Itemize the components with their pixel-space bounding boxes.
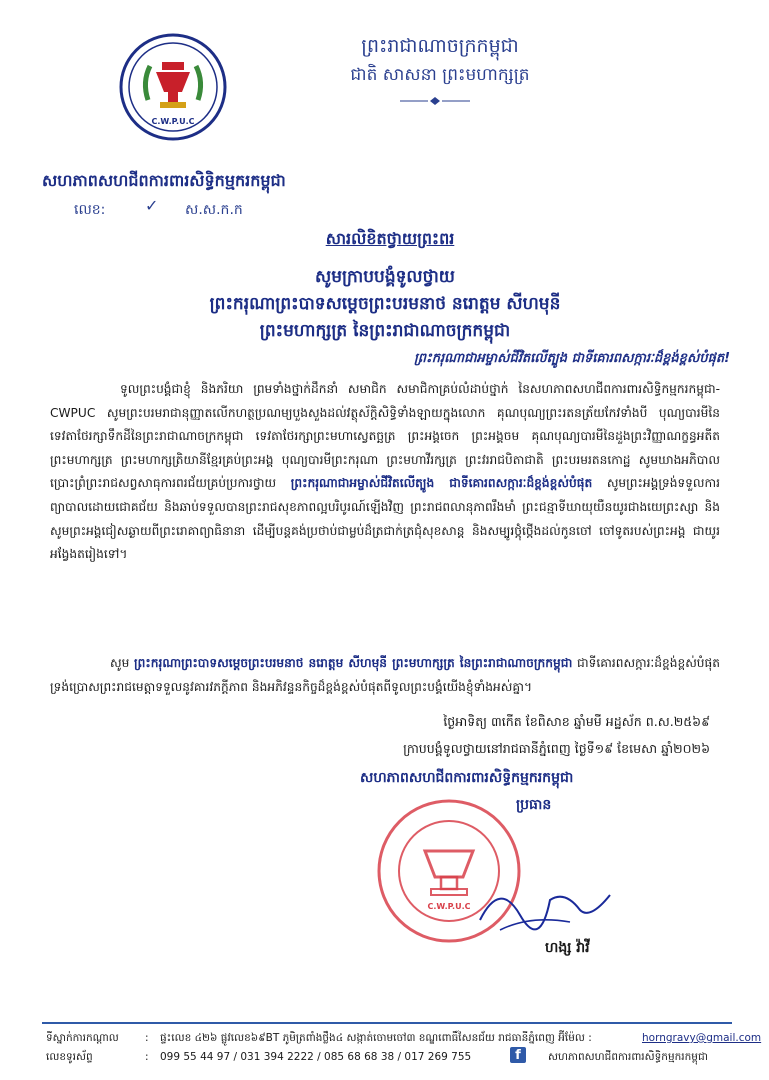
phone-label: លេខទូរស័ព្ទ [46, 1051, 93, 1063]
p1-text-b: សូមព្រះអង្គទ្រង់ទទួលការព្យាបាលដោយជោគជ័យ និងឆាប់ទទួលបានព្រះរាជសុខភាពល្អបរិបូរណ៍ឡើងវិញ ព្រះរាជពលានុភាពរឹងមាំ ព្រះជន្មាទីឃាយុយឺនយូរជាងយេព្រះស្សា និងសូមព្រះអង្គជៀសឆ្ងាយពីព្រះរោគាព្យាធិនានា ដើម្បីបន្តគង់ប្រថាប់ជាម្លប់ដ៏ត្រជាក់ត្រជុំសុខសាន្ត និងសម្បូរថ្កុំថ្កើងដល់កូនចៅ ចៅទូតរបស់ព្រះអង្គ ជាយូរអង្វែងតរៀងទៅ។ [50, 476, 720, 562]
phone-numbers: 099 55 44 97 / 031 394 2222 / 085 68 68 38 / 017 269 755 [160, 1051, 472, 1063]
reference-value: ស.ស.ក.ក [185, 202, 243, 218]
signature-role: ប្រធាន [516, 797, 552, 813]
logo-text: C.W.P.U.C [151, 117, 195, 126]
reference-label: លេខ: [74, 202, 106, 218]
p2-emphasis: ព្រះករុណាព្រះបាទសម្តេចព្រះបរមនាថ នរោត្តម សីហមុនី ព្រះមហាក្សត្រ នៃព្រះរាជាណាចក្រកម្ពុជា [134, 656, 573, 670]
salutation-line-1: សូមក្រាបបង្គំទូលថ្វាយ [315, 267, 455, 287]
address-text: ផ្ទះលេខ ៤២៦ ផ្លូវលេខ៦៩BT ភូមិត្រពាំងថ្លឹង៤ សង្កាត់ចោមចៅ៣ ខណ្ឌពោធិ៍សែនជ័យ រាជធានីភ្នំពេញ អ៊ីម៉ែល : [160, 1032, 592, 1044]
phone-colon: : [145, 1051, 149, 1063]
seal-text: C.W.P.U.C [427, 902, 471, 911]
footer-divider [42, 1022, 732, 1024]
facebook-icon[interactable]: f [510, 1047, 526, 1063]
address-colon: : [145, 1032, 149, 1044]
facebook-page-name[interactable]: សហភាពសហជីពការពារសិទ្ធិកម្មករកម្ពុជា [548, 1051, 708, 1063]
p2-text-b: ជាទីគោរពសក្ការៈដ៏ខ្ពង់ខ្ពស់បំផុត ទ្រង់ប្រោសព្រះរាជមេត្តាទទួលនូវគារវភក្តីភាព និងអភិវន្ទនកិច្ចដ៏ខ្ពង់ខ្ពស់បំផុតពីទូលព្រះបង្គំយើងខ្ញុំទាំងអស់គ្នា។ [50, 656, 721, 694]
p1-text-a: ទូលព្រះបង្គំជាខ្ញុំ និងភរិយា ព្រមទាំងថ្នាក់ដឹកនាំ សមាជិក សមាជិកាគ្រប់លំដាប់ថ្នាក់ នៃសហភាពសហជីពការពារសិទ្ធិកម្មករកម្ពុជា-CWPUC សូមព្រះបរមរាជានុញ្ញាតលើកហត្ថប្រណម្យបួងសួងដល់វត្ថុស័ក្តិសិទ្ធិទាំងឡាយក្នុងលោក គុណបុណ្យព្រះរតនត្រ័យកែវទាំងបី បុណ្យបារមីនៃទេវតាថែរក្សាទឹកដីនៃព្រះរាជាណាចក្រកម្ពុជា ទេវតាថែរក្សាព្រះមហាស្វេតច្ឆត្រ ព្រះអង្គចេក ព្រះអង្គចម គុណបុណ្យបារមីនៃដួងព្រះវិញ្ញាណក្ខន្ធអតីតព្រះមហាក្សត្រ ព្រះមហាក្សត្រិយានីខ្មែរគ្រប់ព្រះអង្គ បុណ្យបារមីព្រះករុណា ព្រះមហាវីរក្សត្រ ព្រះវររាជបិតាជាតិ ព្រះបរមរតនកោដ្ឋ សូមឃាងអភិបាលប្រោះព្រំព្រះរាជសព្វសាធុការពរជ័យគ្រប់ប្រការថ្វាយ [50, 382, 720, 491]
document-title: សារលិខិតថ្វាយព្រះពរ [325, 229, 455, 248]
body-paragraph-1 [50, 378, 720, 567]
organization-logo [118, 32, 228, 150]
salutation-line-2: ព្រះករុណាព្រះបាទសម្តេចព្រះបរមនាថ នរោត្តម សីហមុនី [209, 294, 561, 314]
motto-header: ជាតិ សាសនា ព្រះមហាក្សត្រ [350, 65, 530, 85]
signatory-name: ហង្ស វ៉ាវី [545, 940, 590, 956]
organization-name: សហភាពសហជីពការពារសិទ្ធិកម្មករកម្ពុជា [42, 171, 286, 190]
body-paragraph-2 [50, 652, 720, 699]
salutation-line-3: ព្រះមហាក្សត្រ នៃព្រះរាជាណាចក្រកម្ពុជា [259, 321, 511, 341]
handwritten-signature [470, 860, 620, 950]
address-label: ទីស្នាក់ការកណ្តាល [46, 1032, 119, 1044]
email-link[interactable]: horngravy@gmail.com [642, 1032, 762, 1044]
solar-date: ក្រាបបង្គំទូលថ្វាយនៅរាជធានីភ្នំពេញ ថ្ងៃទី១៩ ខែមេសា ឆ្នាំ២០២៦ [403, 741, 710, 756]
lunar-date: ថ្ងៃអាទិត្យ ៣កើត ខែពិសាខ ឆ្នាំមមី អដ្ឋស័ក ព.ស.២៥៦៩ [443, 714, 710, 729]
salutation-line-4: ព្រះករុណាជាអម្ចាស់ជីវិតលើត្បូង ជាទីគោរពសក្ការៈដ៏ខ្ពង់ខ្ពស់បំផុត! [413, 351, 730, 366]
kingdom-header: ព្រះរាជាណាចក្រកម្ពុជា [361, 35, 519, 57]
p2-text-a: សូម [110, 656, 130, 670]
check-icon: ✓ [145, 196, 159, 215]
p1-emphasis: ព្រះករុណាជាអម្ចាស់ជីវិតលើត្បូង ជាទីគោរពសក្ការៈដ៏ខ្ពង់ខ្ពស់បំផុត [290, 476, 593, 491]
ornament-divider [400, 96, 470, 106]
signature-organization: សហភាពសហជីពការពារសិទ្ធិកម្មករកម្ពុជា [360, 770, 574, 786]
